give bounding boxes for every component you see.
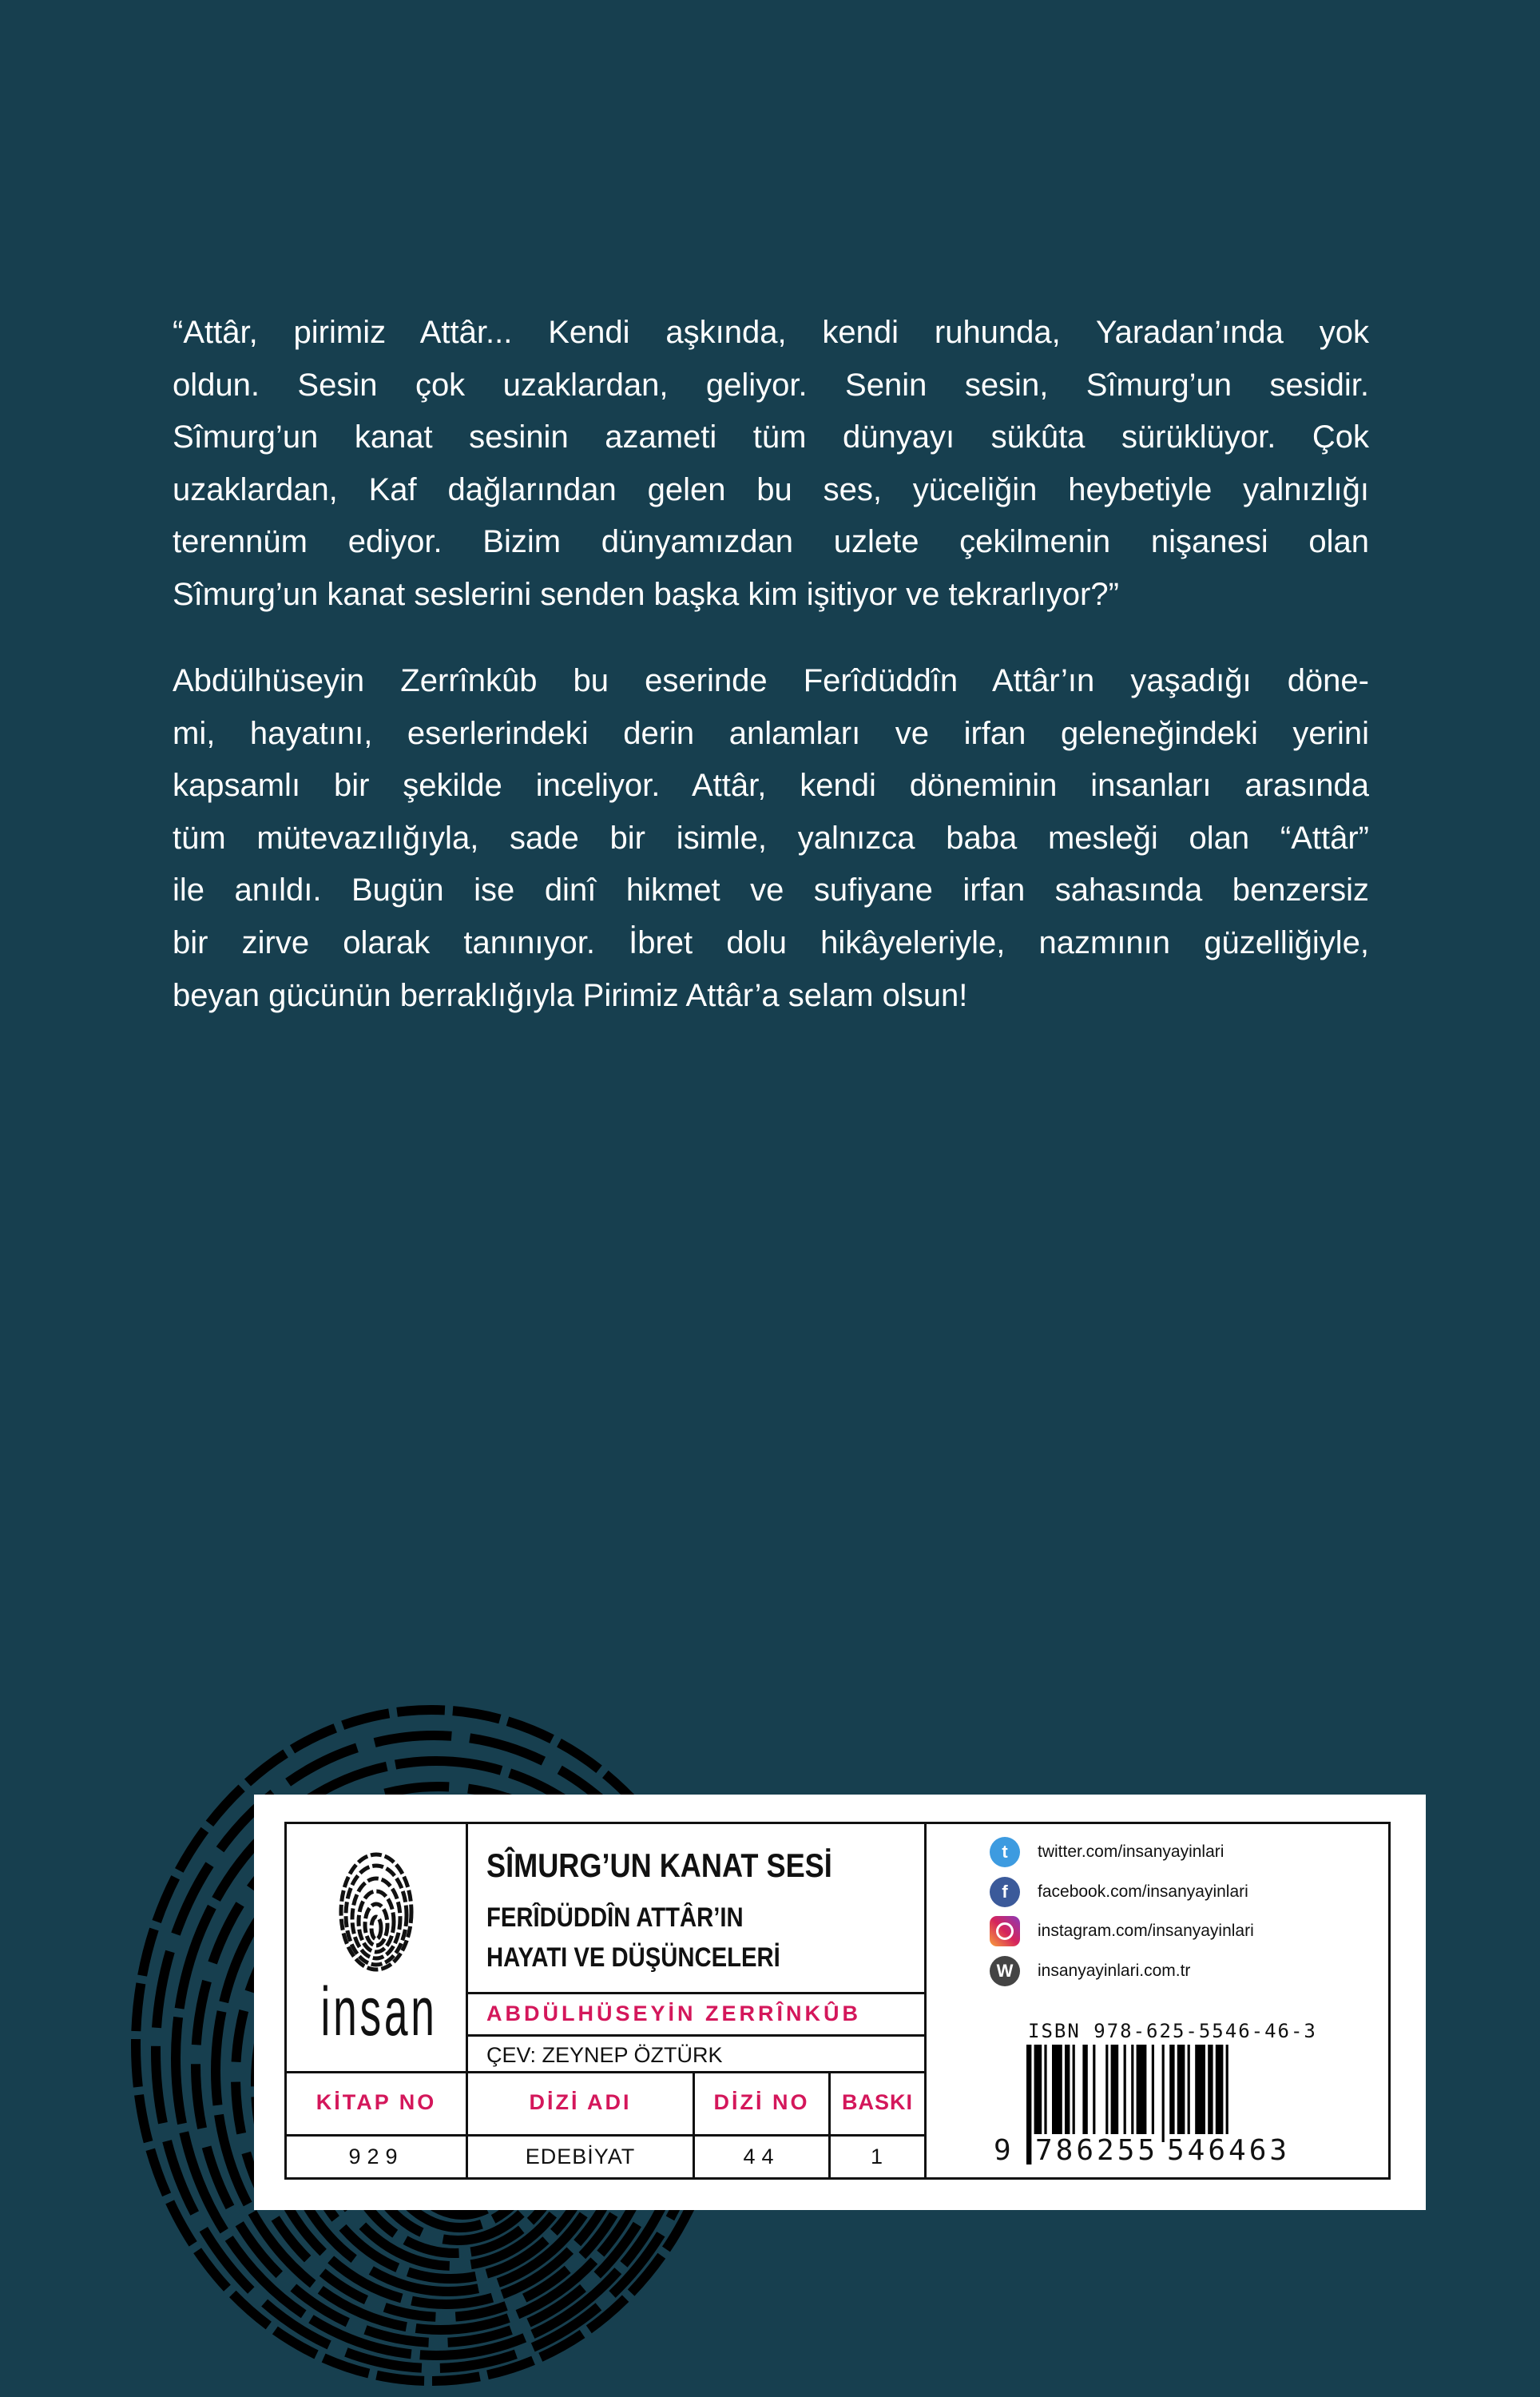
book-info-card <box>254 1795 1426 2210</box>
barcode-bar <box>1208 2045 1213 2142</box>
barcode-bar <box>1162 2045 1165 2142</box>
barcode-bar <box>1073 2045 1075 2142</box>
info-table <box>284 1822 1391 2180</box>
twitter-link[interactable]: twitter.com/insanyayinlari <box>1038 1842 1224 1861</box>
barcode-bar <box>1152 2045 1154 2142</box>
barcode-bar <box>1111 2045 1119 2142</box>
barcode-digits-right: 546463 <box>1167 2134 1291 2167</box>
description-paragraph <box>173 655 1369 1022</box>
header-dizi-no: DİZİ NO <box>713 2090 810 2114</box>
social-twitter[interactable] <box>990 1836 1224 1868</box>
description-line: kapsamlı bir şekilde inceliyor. Attâr, kendi döneminin insanları arasında <box>173 768 1369 804</box>
description-line: tüm mütevazılığıyla, sade bir isimle, yalnızca baba mesleği olan “Attâr” <box>173 820 1369 856</box>
translator-name: ÇEV: ZEYNEP ÖZTÜRK <box>486 2043 723 2067</box>
description-line: beyan gücünün berraklığıyla Pirimiz Attâr’a selam olsun! <box>173 977 968 1013</box>
barcode-digit-first: 9 <box>994 2134 1011 2167</box>
barcode-bar <box>1105 2045 1108 2142</box>
barcode-bar <box>1065 2045 1070 2142</box>
barcode-bar <box>1082 2045 1087 2142</box>
facebook-icon: f <box>990 1877 1020 1907</box>
book-subtitle-line1: FERÎDÜDDÎN ATTÂR’IN <box>486 1902 744 1933</box>
value-baski: 1 <box>870 2145 885 2168</box>
quote-line: terennüm ediyor. Bizim dünyamızdan uzlete çekilmenin nişanesi olan <box>173 524 1369 560</box>
instagram-link[interactable]: instagram.com/insanyayinlari <box>1038 1922 1254 1940</box>
barcode-bar <box>1195 2045 1205 2142</box>
description-line: ile anıldı. Bugün ise dinî hikmet ve sufiyane irfan sahasında benzersiz <box>173 873 1369 908</box>
value-dizi-adi: EDEBİYAT <box>525 2145 636 2168</box>
barcode-bar <box>1044 2045 1046 2142</box>
barcode-bar <box>1093 2045 1095 2142</box>
quote-line: “Attâr, pirimiz Attâr... Kendi aşkında, kendi ruhunda, Yaradan’ında yok <box>173 315 1369 350</box>
description-line: Abdülhüseyin Zerrînkûb bu eserinde Ferîdüddîn Attâr’ın yaşadığı döne- <box>173 663 1369 698</box>
description-line: bir zirve olarak tanınıyor. İbret dolu hikâyeleriyle, nazmının güzelliğiyle, <box>173 924 1369 960</box>
barcode-bar <box>1052 2045 1062 2142</box>
facebook-link[interactable]: facebook.com/insanyayinlari <box>1038 1882 1248 1901</box>
author-name: ABDÜLHÜSEYİN ZERRÎNKÛB <box>486 2001 862 2025</box>
header-baski: BASKI <box>841 2090 913 2114</box>
quote-line: Sîmurg’un kanat sesinin azameti tüm dünyayı sükûta sürüklüyor. Çok <box>173 419 1369 455</box>
social-instagram[interactable] <box>990 1915 1254 1947</box>
book-subtitle-line2: HAYATI VE DÜŞÜNCELERİ <box>486 1942 780 1973</box>
website-link[interactable]: insanyayinlari.com.tr <box>1038 1962 1191 1980</box>
fingerprint-icon <box>336 1848 416 1976</box>
barcode-bar <box>1026 2045 1031 2164</box>
isbn-label: ISBN 978-625-5546-46-3 <box>1028 2020 1317 2042</box>
web-icon: W <box>990 1956 1020 1986</box>
barcode-bar <box>1177 2045 1185 2142</box>
barcode-bar <box>1169 2045 1174 2142</box>
quote-line: oldun. Sesin çok uzaklardan, geliyor. Senin sesin, Sîmurg’un sesidir. <box>173 367 1369 403</box>
social-facebook[interactable] <box>990 1876 1248 1908</box>
social-website[interactable] <box>990 1955 1190 1987</box>
twitter-icon: t <box>990 1837 1020 1867</box>
book-title: SÎMURG’UN KANAT SESİ <box>486 1846 832 1884</box>
quote-line: Sîmurg’un kanat seslerini senden başka kim işitiyor ve tekrarlıyor?” <box>173 576 1119 612</box>
barcode-bar <box>1124 2045 1126 2142</box>
header-dizi-adi: DİZİ ADI <box>529 2090 632 2114</box>
publisher-logo-text: insan <box>320 1974 438 2050</box>
value-kitap-no: 929 <box>348 2145 404 2168</box>
value-dizi-no: 44 <box>743 2145 780 2168</box>
description-line: mi, hayatını, eserlerindeki derin anlamları ve irfan geleneğindeki yerini <box>173 715 1369 751</box>
instagram-icon <box>990 1916 1020 1946</box>
header-kitap-no: KİTAP NO <box>316 2090 437 2114</box>
quote-paragraph <box>173 307 1369 622</box>
barcode-digits-left: 786255 <box>1035 2134 1159 2167</box>
barcode-bar <box>1188 2045 1190 2142</box>
quote-line: uzaklardan, Kaf dağlarından gelen bu ses, yüceliğin heybetiyle yalnızlığı <box>173 471 1369 507</box>
